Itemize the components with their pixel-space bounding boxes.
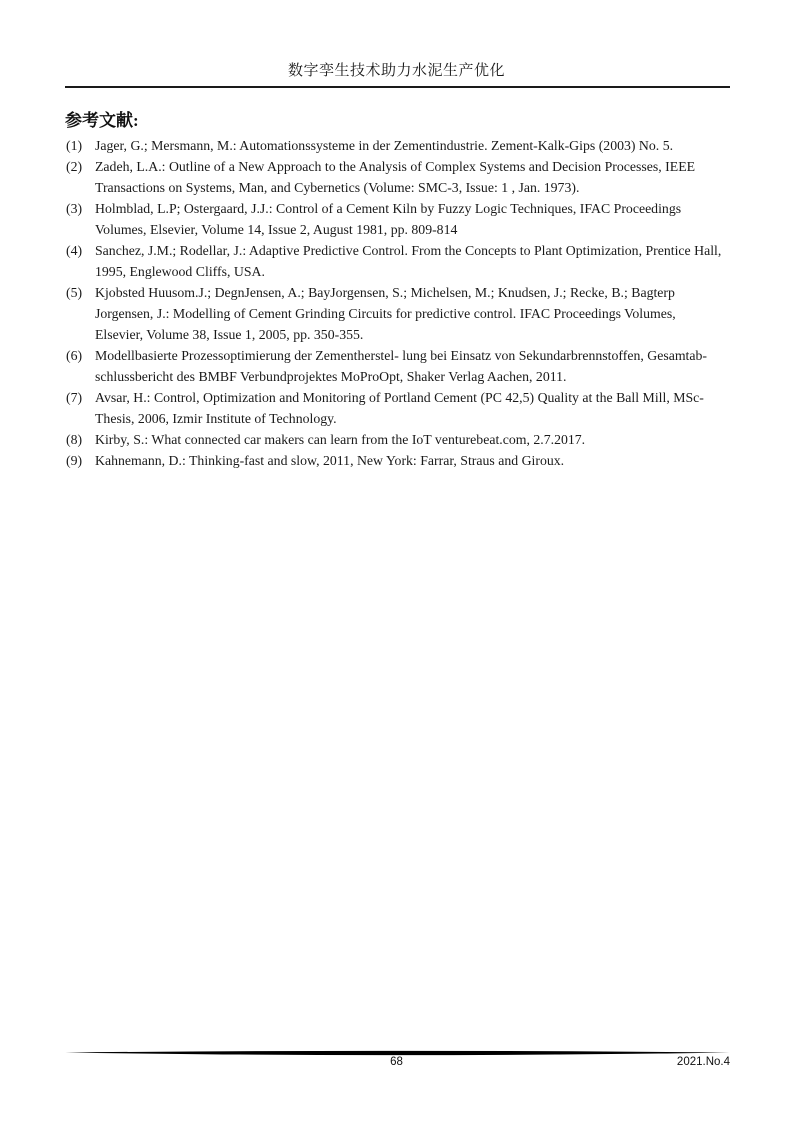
reference-item [66,450,736,471]
reference-line: Holmblad, L.P; Ostergaard, J.J.: Control of a Cement Kiln by Fuzzy Logic Techniques, IFAC Proceedings [95,201,682,216]
reference-line: Kjobsted Huusom.J.; DegnJensen, A.; BayJorgensen, S.; Michelsen, M.; Knudsen, J.; Recke, B.; Bagterp [95,285,675,300]
reference-line: Thesis, 2006, Izmir Institute of Technology. [95,411,337,426]
reference-line: schlussbericht des BMBF Verbundprojektes MoProOpt, Shaker Verlag Aachen, 2011. [95,369,567,384]
reference-line: Modellbasierte Prozessoptimierung der Zementherstel- lung bei Einsatz von Sekundarbrennstoffen, Gesamtab- [95,348,708,363]
reference-line: Transactions on Systems, Man, and Cybernetics (Volume: SMC-3, Issue: 1 , Jan. 1973). [95,180,580,195]
reference-item [66,156,736,198]
footer-rule-divider [65,1045,730,1054]
reference-line: Volumes, Elsevier, Volume 14, Issue 2, August 1981, pp. 809-814 [95,222,458,237]
reference-line: Jager, G.; Mersmann, M.: Automationssysteme in der Zementindustrie. Zement-Kalk-Gips (2003) No. 5. [95,138,674,153]
reference-number: (3) [66,201,83,216]
reference-text [95,450,736,471]
reference-line: Elsevier, Volume 38, Issue 1, 2005, pp. 350-355. [95,327,364,342]
reference-number: (2) [66,159,83,174]
reference-line: Zadeh, L.A.: Outline of a New Approach to the Analysis of Complex Systems and Decision Processes, IEEE [95,159,696,174]
reference-line: Kirby, S.: What connected car makers can learn from the IoT venturebeat.com, 2.7.2017. [95,432,586,447]
reference-text [95,156,736,198]
reference-item [66,429,736,450]
reference-item [66,345,736,387]
issue-label: 2021.No.4 [676,1056,730,1068]
reference-text [95,135,736,156]
reference-number: (8) [66,432,83,447]
reference-item [66,387,736,429]
reference-text [95,429,736,450]
reference-item [66,135,736,156]
reference-line: 1995, Englewood Cliffs, USA. [95,264,265,279]
reference-number: (6) [66,348,83,363]
reference-text [95,198,736,240]
header-rule-divider [65,86,730,88]
reference-number: (7) [66,390,83,405]
references-heading: 参考文献: [65,111,139,130]
reference-line: Avsar, H.: Control, Optimization and Monitoring of Portland Cement (PC 42,5) Quality at the Ball Mill, MSc- [95,390,704,405]
reference-text [95,345,736,387]
reference-number: (9) [66,453,83,468]
reference-text [95,282,736,345]
reference-line: Sanchez, J.M.; Rodellar, J.: Adaptive Predictive Control. From the Concepts to Plant Optimization, Prentice Hall, [95,243,722,258]
reference-number: (5) [66,285,83,300]
reference-list [66,135,736,471]
reference-item [66,198,736,240]
running-head-title: 数字孪生技术助力水泥生产优化 [287,63,505,79]
reference-text [95,387,736,429]
reference-item [66,282,736,345]
reference-line: Jorgensen, J.: Modelling of Cement Grinding Circuits for predictive control. IFAC Proceedings Volumes, [95,306,676,321]
reference-line: Kahnemann, D.: Thinking-fast and slow, 2011, New York: Farrar, Straus and Giroux. [95,453,565,468]
reference-number: (1) [66,138,83,153]
reference-number: (4) [66,243,83,258]
reference-item [66,240,736,282]
page-number: 68 [390,1056,403,1068]
reference-text [95,240,736,282]
